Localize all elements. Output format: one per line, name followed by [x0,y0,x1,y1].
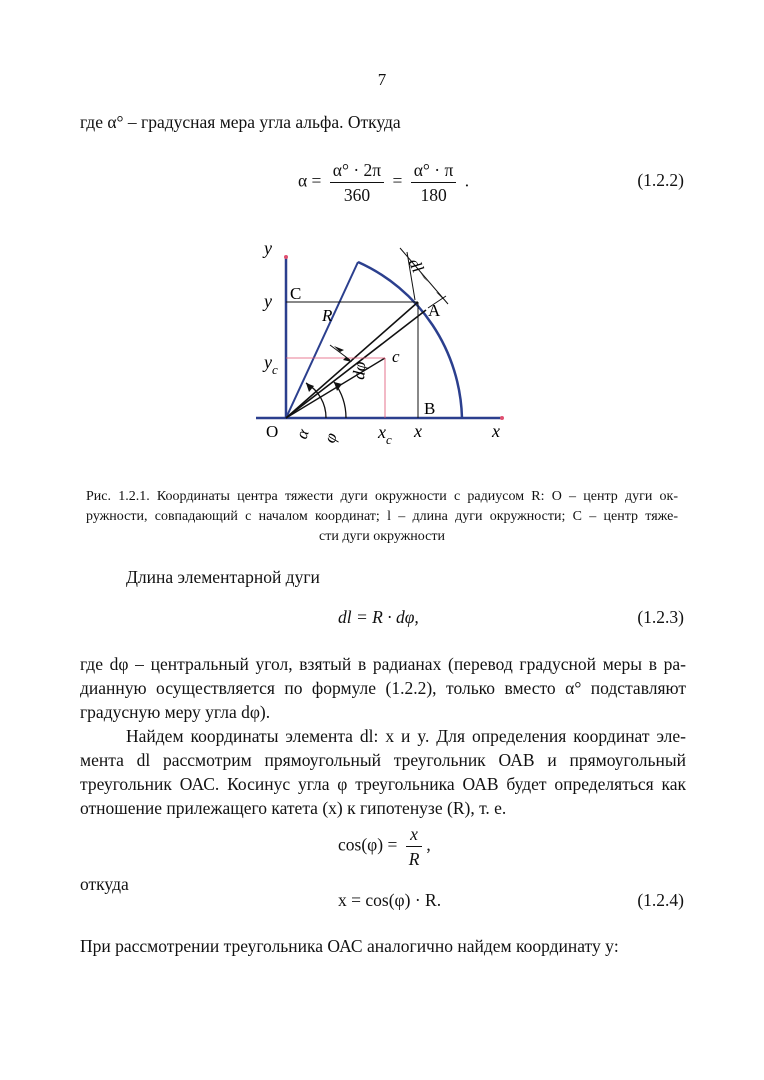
label-origin: O [266,422,279,441]
dl-arrow [436,292,444,300]
figure-arc-centroid [240,230,530,460]
label-x-axis: x [492,421,500,441]
equation-1-2-3: dl = R · dφ, [338,607,419,627]
paragraph-coords-line-2: мента dl рассмотрим прямоугольный треугольник ОАВ и прямоугольный [80,750,686,770]
label-point-a: A [428,301,441,320]
caption-line-1: Рис. 1.2.1. Координаты центра тяжести дуги окружности с радиусом R: О – центр дуги ок- [86,489,678,504]
label-alpha: α [291,426,313,442]
paragraph-dphi-line-1: где dφ – центральный угол, взятый в радианах (перевод градусной меры в ра- [80,654,686,674]
label-point-c: C [290,284,302,303]
equation-number-1-2-2: (1.2.2) [637,170,684,190]
eq-period: . [464,170,470,191]
fraction-numerator: x [406,822,423,847]
label-point-b: B [424,399,436,418]
y-axis-tip [284,255,288,259]
label-xc: $x_c$ [378,422,392,447]
label-radius: R [322,306,333,325]
fraction-denominator: R [408,849,420,869]
label-y: y [264,291,272,311]
paragraph-coords-line-4: отношение прилежащего катета (x) к гипотенузе (R), т. е. [80,798,507,818]
word-otkuda: откуда [80,874,129,894]
paragraph-dphi-line-2: дианную осуществляется по формуле (1.2.2), только вместо α° подставляют [80,678,686,698]
eq-cos-lhs: cos(φ) = [338,834,398,855]
x-axis-tip [500,416,504,420]
equation-cos-phi [338,822,431,871]
equation-1-2-2 [298,158,469,207]
paragraph-alpha-degree: где α° – градусная мера угла альфа. Откуда [80,112,401,132]
figure-caption [86,487,678,547]
label-dl: dl [404,255,428,276]
fraction-numerator: α° · π [411,158,457,183]
fraction-numerator: α° · 2π [330,158,384,183]
paragraph-coords-line-3: треугольник ОАС. Косинус угла φ треугольника ОАВ будет определяться как [80,774,686,794]
fraction-pi-180 [411,158,457,207]
fraction-x-over-r [406,822,423,871]
eq-comma: , [426,834,431,855]
paragraph-elementary-arc: Длина элементарной дуги [126,567,320,587]
caption-line-2: ружности, совпадающий с началом координат; l – длина дуги окружности; C – центр тяже- [86,509,678,524]
fraction-denominator: 180 [420,185,447,205]
equation-number-1-2-3: (1.2.3) [637,607,684,627]
label-y-axis: y [264,238,272,258]
label-phi: φ [319,430,341,446]
fraction-denominator: 360 [343,185,371,205]
equation-1-2-4: x = cos(φ) · R. [338,890,442,910]
equation-number-1-2-4: (1.2.4) [637,890,684,910]
fraction-2pi-360 [330,158,384,207]
page-number: 7 [377,70,387,89]
label-dphi: dφ [349,360,370,381]
phi-arrow [334,382,342,391]
paragraph-coords-line-1: Найдем координаты элемента dl: x и y. Для определения координат эле- [126,726,686,746]
label-x: x [414,421,422,441]
caption-line-3: сти дуги окружности [319,529,445,544]
paragraph-triangle-oac: При рассмотрении треугольника ОАС аналогично найдем координату y: [80,936,619,956]
eq-lhs: α = [298,170,322,191]
paragraph-dphi-line-3: градусную меру угла dφ). [80,702,271,722]
label-centroid-c: c [392,347,400,366]
eq-equals: = [392,170,403,191]
label-yc: $y_c$ [264,352,278,377]
